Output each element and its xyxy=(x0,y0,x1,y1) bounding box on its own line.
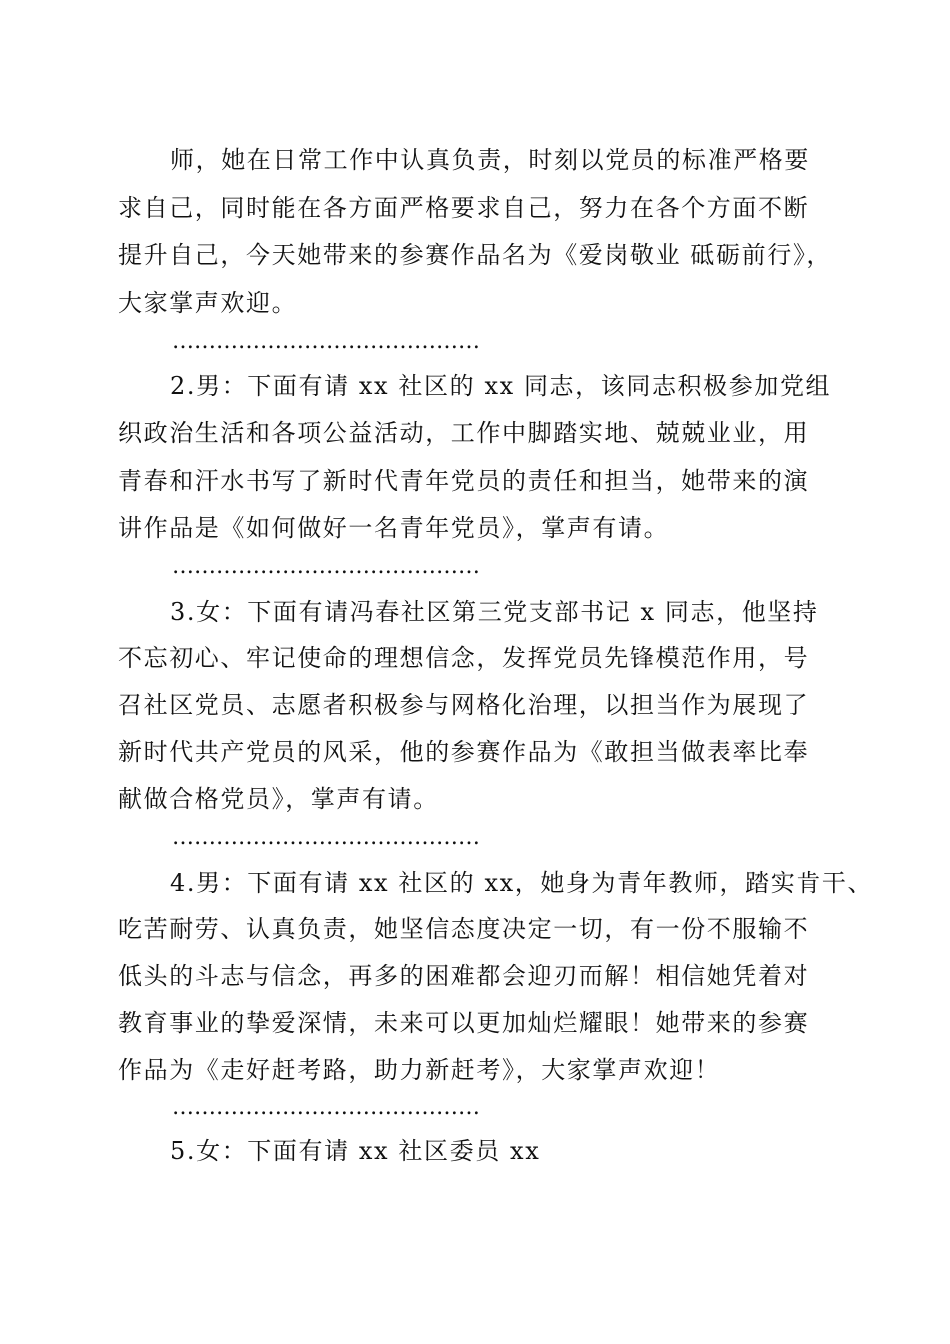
separator-2: …………………………………… xyxy=(172,554,480,579)
paragraph-1-line-2: 求自己，同时能在各方面严格要求自己，努力在各个方面不断 xyxy=(118,194,810,222)
paragraph-2-line-2: 织政治生活和各项公益活动，工作中脚踏实地、兢兢业业，用 xyxy=(118,419,810,447)
paragraph-1-line-3: 提升自己，今天她带来的参赛作品名为《爱岗敬业 砥砺前行》， xyxy=(118,241,833,269)
separator-3: …………………………………… xyxy=(172,825,480,850)
paragraph-4-line-3: 低头的斗志与信念，再多的困难都会迎刃而解！相信她凭着对 xyxy=(118,962,810,990)
paragraph-4-line-2: 吃苦耐劳、认真负责，她坚信态度决定一切，有一份不服输不 xyxy=(118,915,810,943)
paragraph-4-line-1: 4.男：下面有请 xx 社区的 xx，她身为青年教师，踏实肯干、 xyxy=(170,869,874,897)
paragraph-2-line-3: 青春和汗水书写了新时代青年党员的责任和担当，她带来的演 xyxy=(118,467,810,495)
paragraph-1-line-1: 师，她在日常工作中认真负责，时刻以党员的标准严格要 xyxy=(170,146,810,174)
separator-4: …………………………………… xyxy=(172,1095,480,1120)
paragraph-4-line-5: 作品为《走好赶考路，助力新赶考》，大家掌声欢迎！ xyxy=(118,1056,721,1084)
paragraph-3-line-5: 献做合格党员》，掌声有请。 xyxy=(118,785,439,813)
paragraph-1-line-4: 大家掌声欢迎。 xyxy=(118,289,298,317)
paragraph-3-line-2: 不忘初心、牢记使命的理想信念，发挥党员先锋模范作用，号 xyxy=(118,644,810,672)
paragraph-2-line-1: 2.男：下面有请 xx 社区的 xx 同志，该同志积极参加党组 xyxy=(170,372,832,400)
paragraph-3-line-1: 3.女：下面有请冯春社区第三党支部书记 x 同志，他坚持 xyxy=(170,598,819,626)
paragraph-3-line-4: 新时代共产党员的风采，他的参赛作品为《敢担当做表率比奉 xyxy=(118,738,810,766)
paragraph-4-line-4: 教育事业的挚爱深情，未来可以更加灿烂耀眼！她带来的参赛 xyxy=(118,1009,810,1037)
paragraph-5-line-1: 5.女：下面有请 xx 社区委员 xx xyxy=(170,1137,541,1165)
paragraph-2-line-4: 讲作品是《如何做好一名青年党员》，掌声有请。 xyxy=(118,514,670,542)
paragraph-3-line-3: 召社区党员、志愿者积极参与网格化治理，以担当作为展现了 xyxy=(118,691,810,719)
separator-1: …………………………………… xyxy=(172,329,480,354)
